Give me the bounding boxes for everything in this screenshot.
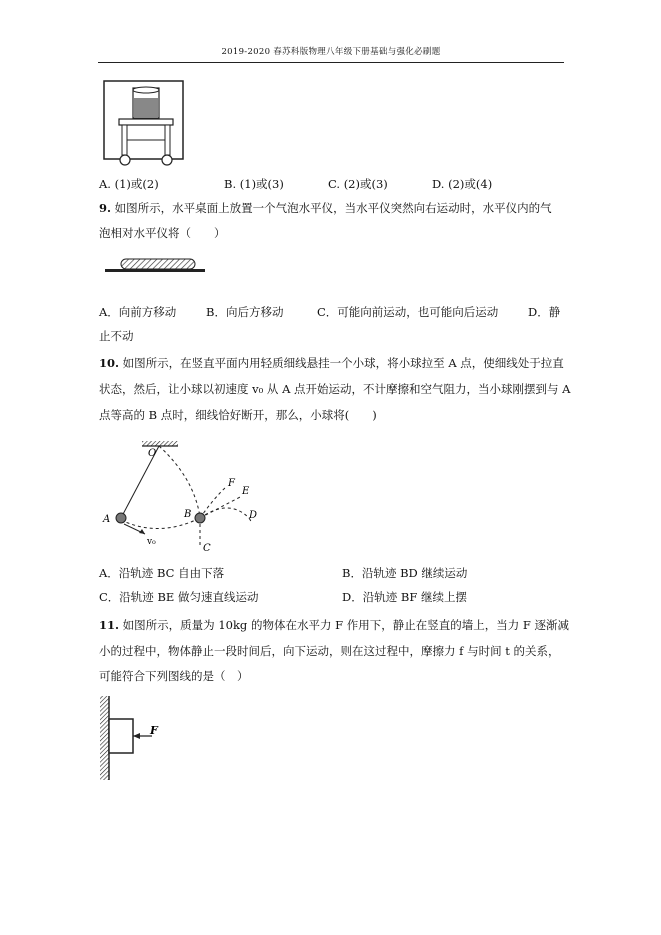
q9-option-a: A．向前方移动 <box>99 305 177 319</box>
q9-option-b: B．向后方移动 <box>206 305 284 319</box>
q11-label-f: F <box>150 724 158 737</box>
q11-line-3: 可能符合下列图线的是（ ） <box>99 669 249 683</box>
q10-label-f: F <box>228 478 235 489</box>
q8-option-c: C. (2)或(3) <box>328 177 388 191</box>
q10-option-d: D．沿轨迹 BF 继续上摆 <box>342 590 467 604</box>
q8-option-b: B. (1)或(3) <box>224 177 284 191</box>
q9-level-figure <box>104 255 208 277</box>
q10-label-v0: v₀ <box>147 537 156 547</box>
q9-number: 9. <box>99 201 112 215</box>
q11-line-1 <box>99 617 569 633</box>
q8-figure <box>103 80 185 166</box>
q10-number: 10. <box>99 356 120 370</box>
q8-option-d: D. (2)或(4) <box>432 177 493 191</box>
q10-line-2: 状态，然后，让小球以初速度 v₀ 从 A 点开始运动，不计摩擦和空气阻力，当小球刚摆到与 A <box>99 382 571 396</box>
q9-option-c: C．可能向前运动，也可能向后运动 <box>317 305 499 319</box>
q10-label-d: D <box>249 510 258 521</box>
q11-number: 11. <box>99 618 120 632</box>
q9-option-d-wrap: 止不动 <box>99 329 134 343</box>
q9-line-1 <box>99 200 552 216</box>
q10-label-o: O <box>148 448 157 459</box>
q10-option-c: C．沿轨迹 BE 做匀速直线运动 <box>99 590 259 604</box>
q10-label-e: E <box>242 486 250 497</box>
q10-label-a: A <box>103 514 111 525</box>
q10-line-3: 点等高的 B 点时，细线恰好断开，那么，小球将( ) <box>99 408 377 422</box>
q11-wall-figure <box>100 694 166 782</box>
q10-label-b: B <box>184 509 192 520</box>
q11-line-2: 小的过程中，物体静止一段时间后，向下运动，则在这过程中，摩擦力 f 与时间 t 的关系， <box>99 644 560 658</box>
q10-line-1 <box>99 355 564 371</box>
q10-option-b: B．沿轨迹 BD 继续运动 <box>342 566 468 580</box>
q10-text-1: 如图所示，在竖直平面内用轻质细线悬挂一个小球，将小球拉至 A 点，使细线处于拉直 <box>122 356 564 370</box>
q10-label-c: C <box>203 543 211 554</box>
q10-pendulum-figure <box>99 438 274 556</box>
page-header: 2019-2020 春苏科版物理八年级下册基础与强化必刷题 <box>98 45 564 63</box>
q9-option-d: D．静 <box>528 305 561 319</box>
q10-option-a: A．沿轨迹 BC 自由下落 <box>99 566 225 580</box>
q9-line-2: 泡相对水平仪将（ ） <box>99 226 226 240</box>
q9-text-1: 如图所示，水平桌面上放置一个气泡水平仪，当水平仪突然向右运动时，水平仪内的气 <box>114 201 552 215</box>
q8-option-a: A. (1)或(2) <box>99 177 159 191</box>
q11-text-1: 如图所示，质量为 10kg 的物体在水平力 F 作用下，静止在竖直的墙上，当力 F 逐渐减 <box>122 618 570 632</box>
